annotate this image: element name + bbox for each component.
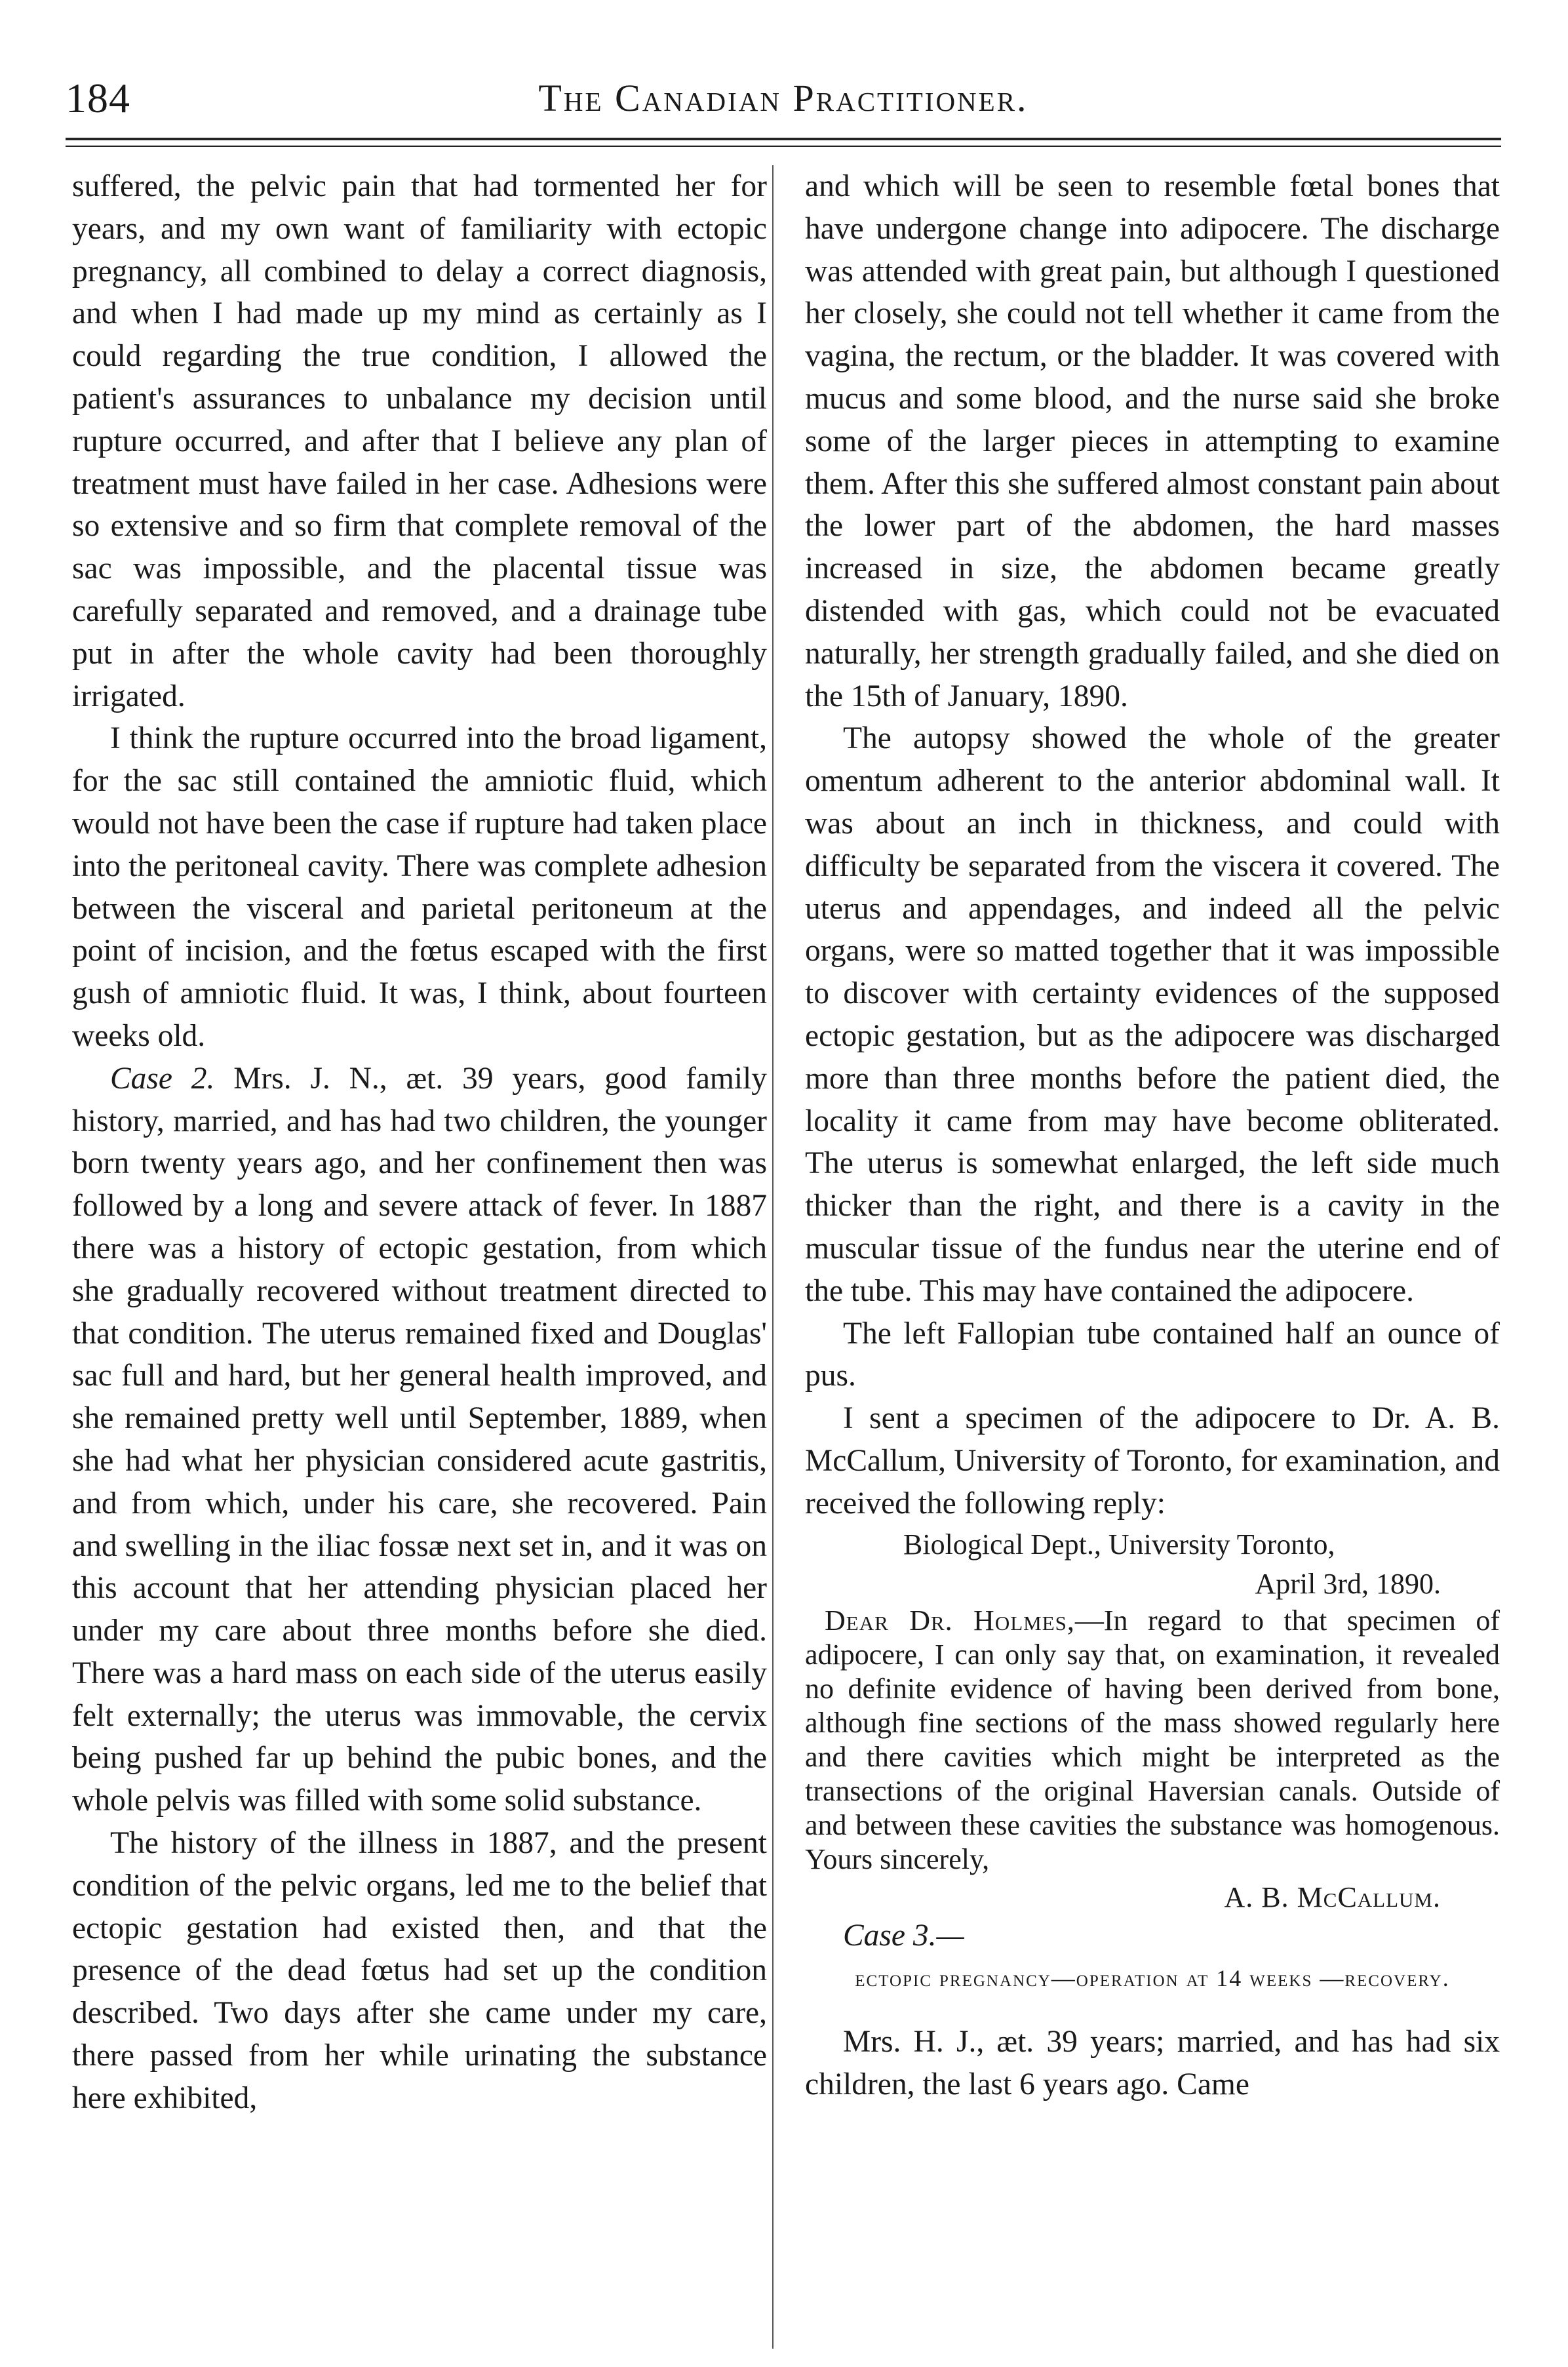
paragraph: The autopsy showed the whole of the greater omentum adherent to the anterior abdominal wall. It was about an inch in thickness, and could with difficulty be separated from the viscera it covered. The uterus and appendages, and indeed all the pelvic organs, were so matted together that it was impossible to discover with certainty evidences of the supposed ectopic gestation, but as the adipocere was discharged more than three months before the patient died, the locality it came from may have become obliterated. The uterus is somewhat enlarged, the left side much thicker than the right, and there is a cavity in the muscular tissue of the fundus near the uterine end of the tube. This may have contained the adipocere. xyxy=(805,721,1500,1308)
paragraph: Mrs. H. J., æt. 39 years; married, and has had six children, the last 6 years ago. Came xyxy=(805,2025,1500,2102)
case-3-label: Case 3.— xyxy=(843,1918,964,1953)
header-rule-thick xyxy=(66,138,1501,140)
letter-text: —In regard to that specimen of adipocere, I can only say that, on examination, it revealed no definite evidence of having been derived from bone, although fine sections of the mass showed regularly here and there cavities which might be interpreted as the transections of the original Haversian canals. Outside of and between these cavities the substance was homogenous. Yours sincerely, xyxy=(805,1604,1500,1875)
letter-address: Biological Dept., University Toronto, xyxy=(903,1528,1335,1561)
paragraph-case-2 xyxy=(72,1058,767,1822)
paragraph-text: Mrs. J. N., æt. 39 years, good family history, married, and has had two children, the younger born twenty years ago, and her confinement then was followed by a long and severe attack of fever. In 1887 there was a history of ectopic gestation, from which she gradually recovered without treatment directed to that condition. The uterus remained fixed and Douglas' sac full and hard, but her general health improved, and she remained pretty well until September, 1889, when she had what her physician considered acute gastritis, and from which, under his care, she recovered. Pain and swelling in the iliac fossæ next set in, and it was on this account that her attending physician placed her under my care about three months before she died. There was a hard mass on each side of the uterus easily felt externally; the uterus was immovable, the cervix being pushed far up behind the pubic bones, and the whole pelvis was filled with some solid substance. xyxy=(72,1061,768,1818)
paragraph: The history of the illness in 1887, and the present condition of the pelvic organs, led me to the belief that ectopic gestation had existed then, and that the presence of the dead fœtus had set up the condition described. Two days after she came under my care, there passed from her while urinating the substance here exhibited, xyxy=(72,1826,767,2115)
paragraph: and which will be seen to resemble fœtal bones that have undergone change into adipocere. The discharge was attended with great pain, but although I questioned her closely, she could not tell whether it came from the vagina, the rectum, or the bladder. It was covered with mucus and some blood, and the nurse said she broke some of the larger pieces in attempting to examine them. After this she suffered almost constant pain about the lower part of the abdomen, the hard masses increased in size, the abdomen became greatly distended with gas, which could not be evacuated naturally, her strength gradually failed, and she died on the 15th of January, 1890. xyxy=(805,169,1500,713)
paragraph: I sent a specimen of the adipocere to Dr. A. B. McCallum, University of Toronto, for examination, and received the following reply: xyxy=(805,1401,1500,1521)
left-column xyxy=(72,165,767,2120)
right-column xyxy=(805,165,1500,2106)
case-3-title: ectopic pregnancy—operation at 14 weeks —recovery. xyxy=(855,1965,1450,1992)
letter xyxy=(805,1525,1500,1915)
page-header xyxy=(66,62,1501,134)
page-number: 184 xyxy=(66,75,130,121)
paragraph: The left Fallopian tube contained half an ounce of pus. xyxy=(805,1316,1500,1393)
letter-salutation: Dear Dr. Holmes, xyxy=(825,1604,1075,1637)
column-divider xyxy=(772,165,774,2349)
paragraph: suffered, the pelvic pain that had tormented her for years, and my own want of familiarity with ectopic pregnancy, all combined to delay a correct diagnosis, and when I had made up my mind as certainly as I could regarding the true condition, I allowed the patient's assurances to unbalance my decision until rupture occurred, and after that I believe any plan of treatment must have failed in her case. Adhesions were so extensive and so firm that complete removal of the sac was impossible, and the placental tissue was carefully separated and removed, and a drainage tube put in after the whole cavity had been thoroughly irrigated. xyxy=(72,169,767,713)
header-rule-thin xyxy=(66,146,1501,147)
letter-body xyxy=(805,1604,1500,1877)
case-label: Case 2. xyxy=(110,1061,215,1096)
letter-signature: A. B. McCallum. xyxy=(1224,1880,1441,1913)
paragraph: I think the rupture occurred into the broad ligament, for the sac still contained the amniotic fluid, which would not have been the case if rupture had taken place into the peritoneal cavity. There was complete adhesion between the visceral and parietal peritoneum at the point of incision, and the fœtus escaped with the first gush of amniotic fluid. It was, I think, about fourteen weeks old. xyxy=(72,721,767,1053)
running-title: The Canadian Practitioner. xyxy=(538,77,1029,119)
letter-date: April 3rd, 1890. xyxy=(1255,1567,1441,1600)
